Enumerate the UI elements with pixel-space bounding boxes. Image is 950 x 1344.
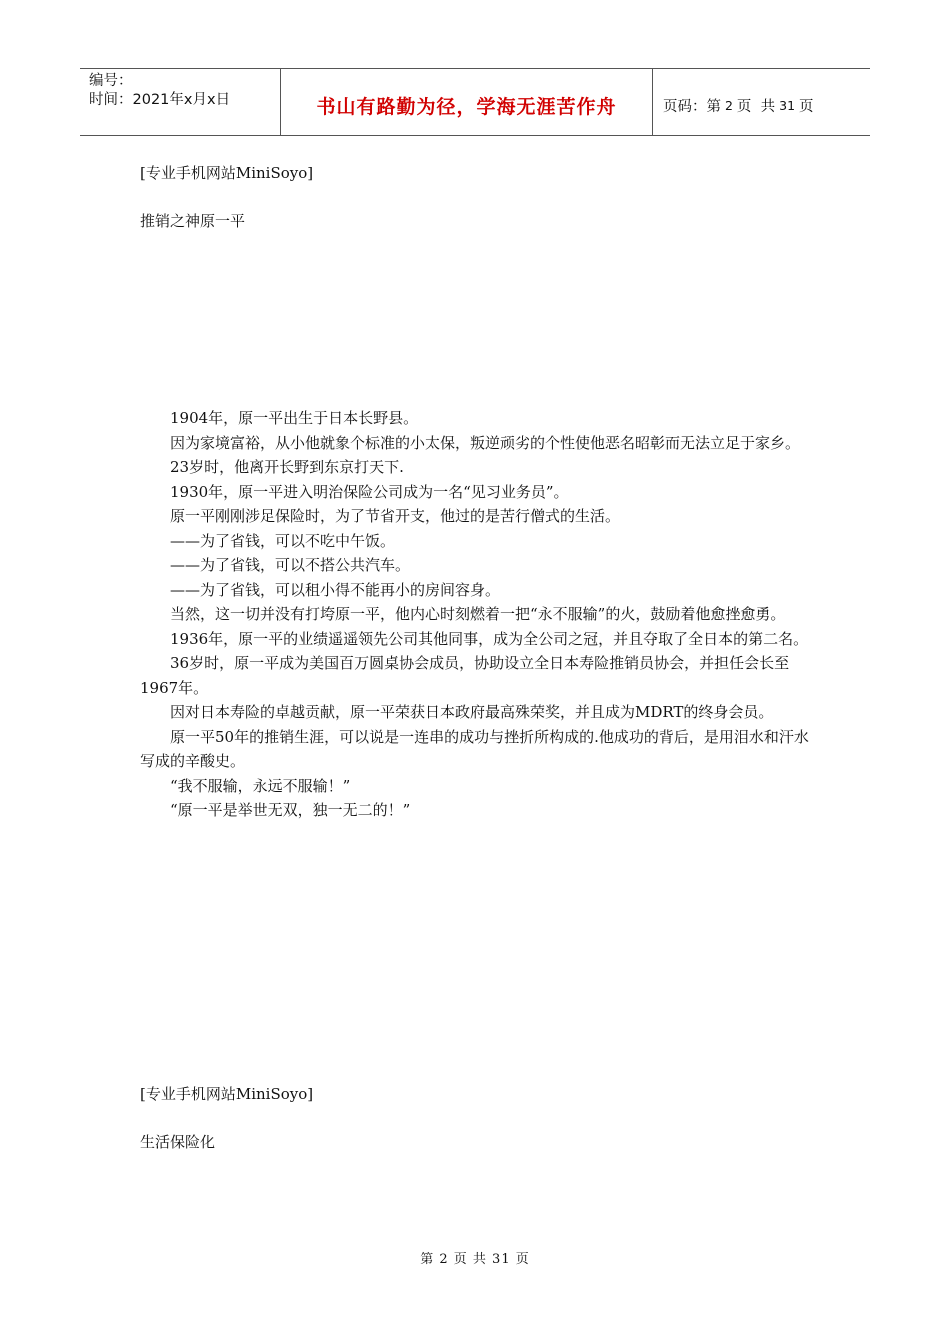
- header-motto: 书山有路勤为径，学海无涯苦作舟: [281, 69, 653, 135]
- paragraph: “我不服输，永远不服输！”: [170, 776, 351, 795]
- paragraph: ——为了省钱，可以租小得不能再小的房间容身。: [170, 580, 501, 599]
- paragraph: 因对日本寿险的卓越贡献，原一平荣获日本政府最高殊荣奖，并且成为MDRT的终身会员。: [170, 703, 774, 721]
- paragraph: 1930年，原一平进入明治保险公司成为一名“见习业务员”。: [170, 482, 569, 501]
- number-label: 编号：: [89, 73, 133, 89]
- paragraph: 原一平刚刚涉足保险时，为了节省开支，他过的是苦行僧式的生活。: [170, 507, 621, 525]
- paragraph: ——为了省钱，可以不搭公共汽车。: [170, 556, 411, 574]
- header-page-info: [653, 69, 870, 135]
- date-label: 时间：2021年x月x日: [89, 92, 231, 108]
- page-header: [80, 68, 870, 136]
- page-footer: 第 2 页 共 31 页: [420, 1252, 530, 1267]
- paragraph: 23岁时，他离开长野到东京打天下.: [170, 458, 404, 476]
- paragraph: 原一平50年的推销生涯，可以说是一连串的成功与挫折所构成的.他成功的背后，是用泪水和汗水写成的辛酸史。: [140, 727, 809, 770]
- section-title-2: 生活保险化: [140, 1133, 216, 1151]
- paragraph: 因为家境富裕，从小他就象个标准的小太保，叛逆顽劣的个性使他恶名昭彰而无法立足于家乡。: [170, 433, 801, 452]
- header-meta: [80, 69, 281, 135]
- site-tag-2: [专业手机网站MiniSoyo]: [140, 1085, 314, 1103]
- article-body: [140, 406, 820, 823]
- paragraph: 当然，这一切并没有打垮原一平，他内心时刻燃着一把“永不服输”的火，鼓励着他愈挫愈勇。: [170, 605, 786, 623]
- site-tag-1: [专业手机网站MiniSoyo]: [140, 164, 314, 182]
- paragraph: ——为了省钱，可以不吃中午饭。: [170, 531, 396, 550]
- page-current: 2: [724, 97, 733, 113]
- page-info-end: 页: [799, 98, 814, 115]
- paragraph: 1904年，原一平出生于日本长野县。: [170, 409, 419, 427]
- paragraph: “原一平是举世无双，独一无二的！”: [170, 801, 411, 819]
- page-info-label: 页码：第: [663, 98, 721, 115]
- paragraph: 36岁时，原一平成为美国百万圆桌协会成员，协助设立全日本寿险推销员协会，并担任会长至1967年。: [140, 654, 790, 697]
- page-info-mid: 页 共: [736, 98, 776, 115]
- page-total: 31: [779, 97, 796, 113]
- paragraph: 1936年，原一平的业绩遥遥领先公司其他同事，成为全公司之冠，并且夺取了全日本的第二名。: [170, 629, 809, 648]
- section-title-1: 推销之神原一平: [140, 212, 246, 230]
